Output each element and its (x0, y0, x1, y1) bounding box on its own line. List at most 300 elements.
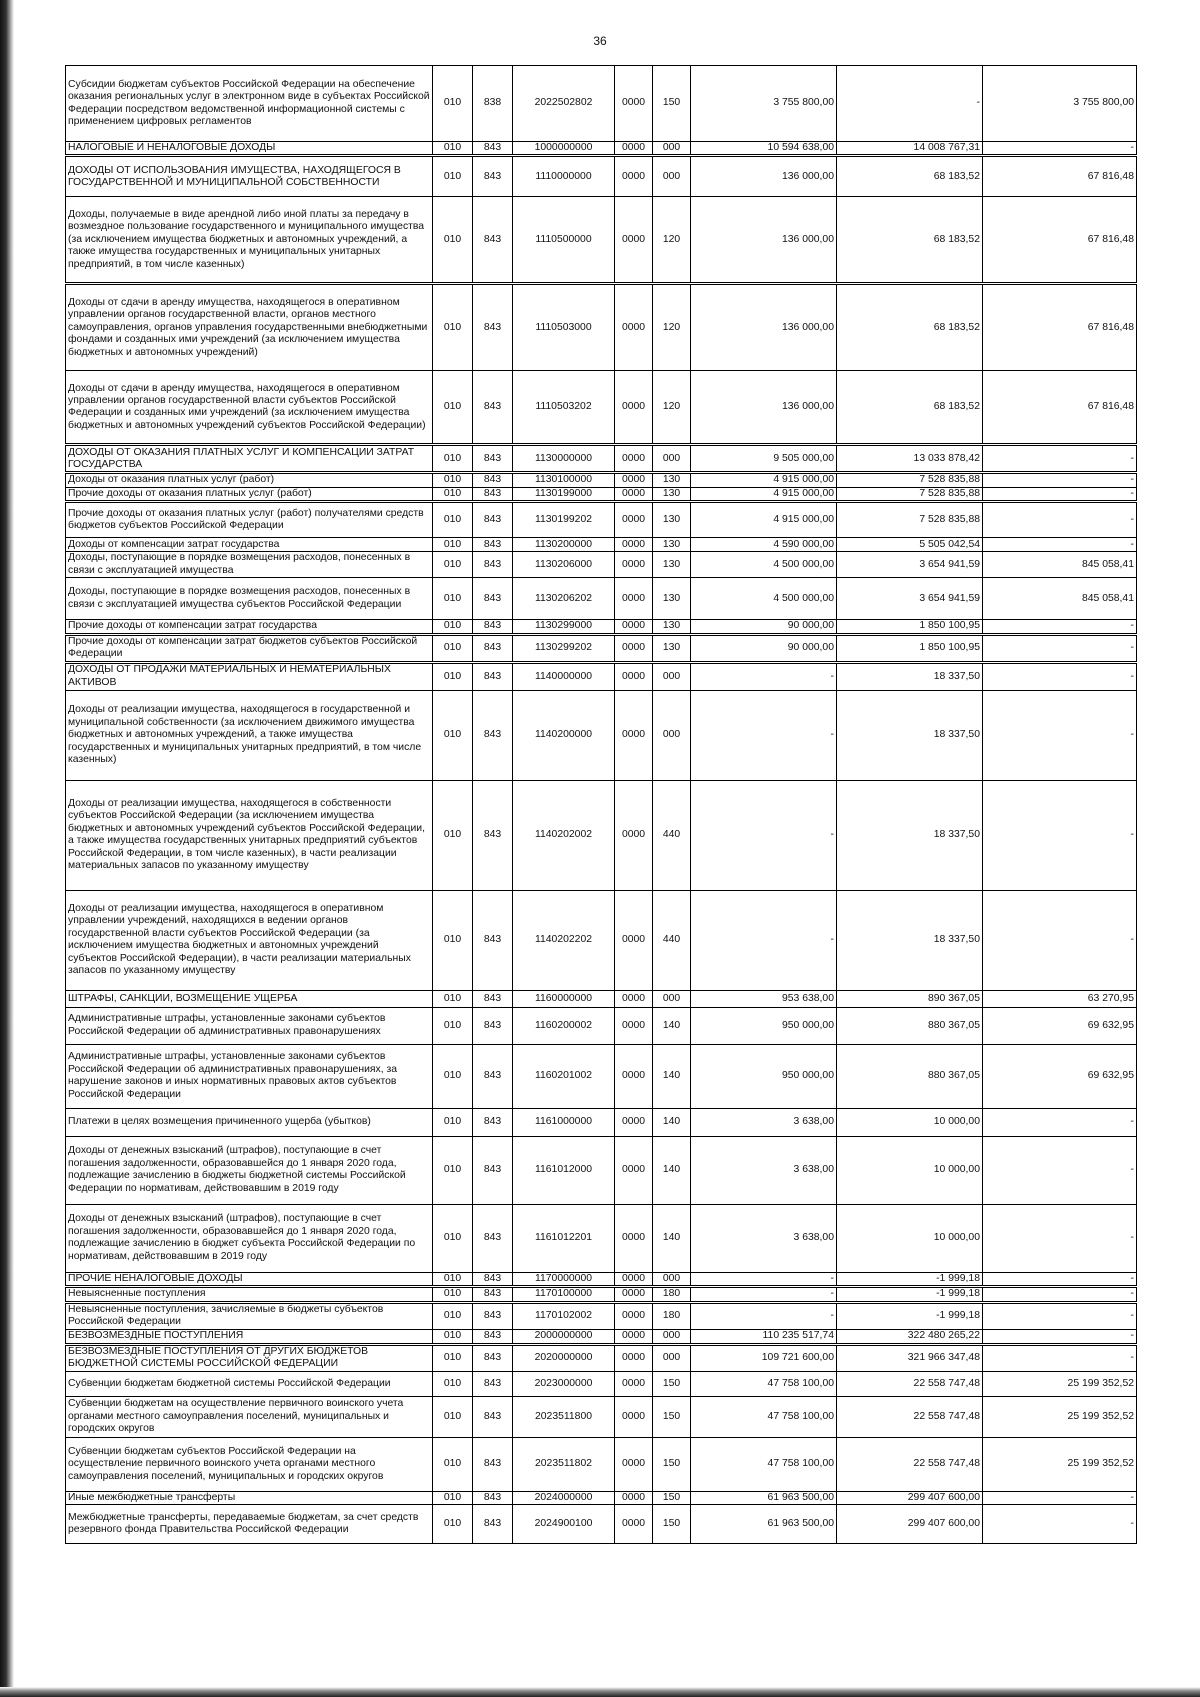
row-code-a: 010 (433, 1044, 473, 1108)
row-code-d: 120 (653, 371, 691, 445)
row-value-1: 47 758 100,00 (691, 1396, 837, 1437)
row-value-1: - (691, 1272, 837, 1286)
row-code-b: 843 (473, 890, 513, 990)
row-code-c: 0000 (615, 552, 653, 578)
row-code-a: 010 (433, 1505, 473, 1544)
row-kbk-code: 1130199000 (513, 487, 615, 501)
row-kbk-code: 1000000000 (513, 142, 615, 156)
row-value-3: - (983, 1329, 1137, 1344)
row-code-c: 0000 (615, 662, 653, 690)
row-code-c: 0000 (615, 502, 653, 538)
row-description: НАЛОГОВЫЕ И НЕНАЛОГОВЫЕ ДОХОДЫ (66, 142, 433, 156)
row-kbk-code: 1170102002 (513, 1302, 615, 1329)
row-code-a: 010 (433, 1329, 473, 1344)
table-row (66, 1272, 1137, 1286)
row-kbk-code: 1170100000 (513, 1287, 615, 1302)
table-row (66, 142, 1137, 156)
row-value-2: 880 367,05 (837, 1007, 983, 1044)
page-number: 36 (593, 34, 607, 48)
row-value-1: - (691, 1302, 837, 1329)
row-code-d: 140 (653, 1204, 691, 1272)
row-code-c: 0000 (615, 445, 653, 473)
row-value-3: - (983, 1108, 1137, 1136)
row-code-b: 843 (473, 1007, 513, 1044)
row-description: Административные штрафы, установленные законами субъектов Российской Федерации об административных правонарушениях (66, 1007, 433, 1044)
row-code-a: 010 (433, 1204, 473, 1272)
row-value-2: 68 183,52 (837, 156, 983, 197)
row-kbk-code: 2024000000 (513, 1491, 615, 1504)
row-code-b: 843 (473, 1437, 513, 1491)
row-code-c: 0000 (615, 473, 653, 487)
row-kbk-code: 2023511800 (513, 1396, 615, 1437)
row-value-2: 1 850 100,95 (837, 634, 983, 662)
row-value-3: 845 058,41 (983, 552, 1137, 578)
row-code-a: 010 (433, 690, 473, 780)
table-row (66, 66, 1137, 142)
row-code-a: 010 (433, 371, 473, 445)
row-code-d: 000 (653, 690, 691, 780)
row-code-a: 010 (433, 445, 473, 473)
row-value-1: 953 638,00 (691, 990, 837, 1007)
row-code-d: 000 (653, 662, 691, 690)
row-kbk-code: 1130206202 (513, 578, 615, 620)
row-code-c: 0000 (615, 156, 653, 197)
row-value-2: 68 183,52 (837, 284, 983, 371)
row-code-c: 0000 (615, 1371, 653, 1396)
row-code-b: 843 (473, 578, 513, 620)
row-value-2: 3 654 941,59 (837, 552, 983, 578)
row-value-2: 1 850 100,95 (837, 620, 983, 634)
row-code-d: 150 (653, 1491, 691, 1504)
row-code-a: 010 (433, 578, 473, 620)
row-code-d: 000 (653, 445, 691, 473)
row-value-1: 3 638,00 (691, 1136, 837, 1204)
row-code-b: 843 (473, 552, 513, 578)
row-code-d: 140 (653, 1108, 691, 1136)
row-code-b: 843 (473, 1396, 513, 1437)
row-code-d: 130 (653, 552, 691, 578)
row-code-c: 0000 (615, 690, 653, 780)
row-code-b: 843 (473, 1204, 513, 1272)
row-code-a: 010 (433, 1136, 473, 1204)
row-kbk-code: 1161000000 (513, 1108, 615, 1136)
row-code-a: 010 (433, 552, 473, 578)
row-code-b: 843 (473, 1287, 513, 1302)
row-value-1: 4 590 000,00 (691, 538, 837, 552)
row-description: Невыясненные поступления (66, 1287, 433, 1302)
row-value-2: 10 000,00 (837, 1136, 983, 1204)
row-description: ДОХОДЫ ОТ ИСПОЛЬЗОВАНИЯ ИМУЩЕСТВА, НАХОДЯЩЕГОСЯ В ГОСУДАРСТВЕННОЙ И МУНИЦИПАЛЬНОЙ СОБСТВЕННОСТИ (66, 156, 433, 197)
row-code-b: 843 (473, 662, 513, 690)
row-value-2: 299 407 600,00 (837, 1505, 983, 1544)
scan-left-edge (0, 0, 14, 1697)
row-code-b: 843 (473, 445, 513, 473)
row-description: ДОХОДЫ ОТ ПРОДАЖИ МАТЕРИАЛЬНЫХ И НЕМАТЕРИАЛЬНЫХ АКТИВОВ (66, 662, 433, 690)
row-value-1: - (691, 690, 837, 780)
row-code-b: 838 (473, 66, 513, 142)
row-code-c: 0000 (615, 1044, 653, 1108)
row-description: Доходы, поступающие в порядке возмещения расходов, понесенных в связи с эксплуатацией имущества (66, 552, 433, 578)
row-code-a: 010 (433, 142, 473, 156)
row-kbk-code: 1110503000 (513, 284, 615, 371)
table-row (66, 662, 1137, 690)
row-code-d: 180 (653, 1287, 691, 1302)
row-code-c: 0000 (615, 634, 653, 662)
row-value-3: - (983, 1204, 1137, 1272)
row-value-3: - (983, 1491, 1137, 1504)
table-row (66, 1344, 1137, 1371)
row-code-d: 120 (653, 284, 691, 371)
row-description: Невыясненные поступления, зачисляемые в бюджеты субъектов Российской Федерации (66, 1302, 433, 1329)
row-description: Доходы от компенсации затрат государства (66, 538, 433, 552)
row-value-1: - (691, 890, 837, 990)
row-value-2: 3 654 941,59 (837, 578, 983, 620)
row-code-a: 010 (433, 620, 473, 634)
row-code-c: 0000 (615, 1007, 653, 1044)
row-code-a: 010 (433, 1108, 473, 1136)
row-code-a: 010 (433, 502, 473, 538)
row-description: Доходы от денежных взысканий (штрафов), поступающие в счет погашения задолженности, образовавшейся до 1 января 2020 года, подлежащие зачислению в бюджет субъекта Российской Федерации по нормативам, действовавшим в 2019 году (66, 1204, 433, 1272)
row-code-a: 010 (433, 487, 473, 501)
table-row (66, 1007, 1137, 1044)
table-row (66, 1371, 1137, 1396)
row-code-b: 843 (473, 284, 513, 371)
row-code-d: 140 (653, 1136, 691, 1204)
row-kbk-code: 1140200000 (513, 690, 615, 780)
table-row (66, 1302, 1137, 1329)
row-description: Доходы от оказания платных услуг (работ) (66, 473, 433, 487)
row-value-3: - (983, 620, 1137, 634)
row-code-d: 180 (653, 1302, 691, 1329)
row-value-1: - (691, 1287, 837, 1302)
row-code-d: 140 (653, 1044, 691, 1108)
revenue-table (65, 65, 1137, 1544)
row-kbk-code: 2024900100 (513, 1505, 615, 1544)
row-value-2: 7 528 835,88 (837, 473, 983, 487)
row-kbk-code: 1170000000 (513, 1272, 615, 1286)
row-value-2: 18 337,50 (837, 890, 983, 990)
row-code-b: 843 (473, 1108, 513, 1136)
row-code-b: 843 (473, 156, 513, 197)
row-description: Доходы от денежных взысканий (штрафов), поступающие в счет погашения задолженности, образовавшейся до 1 января 2020 года, подлежащие зачислению в бюджеты бюджетной системы Российской Федерации по нормативам, действовавшим в 2019 году (66, 1136, 433, 1204)
table-row (66, 197, 1137, 284)
row-code-c: 0000 (615, 1136, 653, 1204)
row-value-3: - (983, 473, 1137, 487)
row-code-d: 000 (653, 156, 691, 197)
row-code-b: 843 (473, 990, 513, 1007)
row-value-2: 7 528 835,88 (837, 502, 983, 538)
row-value-3: - (983, 634, 1137, 662)
table-row (66, 1204, 1137, 1272)
row-code-a: 010 (433, 1396, 473, 1437)
row-code-d: 000 (653, 142, 691, 156)
row-value-3: 25 199 352,52 (983, 1371, 1137, 1396)
row-code-c: 0000 (615, 371, 653, 445)
row-code-c: 0000 (615, 890, 653, 990)
row-code-a: 010 (433, 1287, 473, 1302)
row-value-1: 4 915 000,00 (691, 473, 837, 487)
row-code-d: 150 (653, 1396, 691, 1437)
table-row (66, 371, 1137, 445)
row-code-a: 010 (433, 1437, 473, 1491)
table-row (66, 156, 1137, 197)
row-description: Субсидии бюджетам субъектов Российской Федерации на обеспечение оказания региональных услуг в электронном виде в субъектах Российской Федерации посредством ведомственной информационной системы с применением цифровых регламентов (66, 66, 433, 142)
row-code-c: 0000 (615, 284, 653, 371)
table-row (66, 890, 1137, 990)
row-code-a: 010 (433, 1491, 473, 1504)
row-value-1: 3 755 800,00 (691, 66, 837, 142)
row-value-2: 890 367,05 (837, 990, 983, 1007)
row-value-3: - (983, 890, 1137, 990)
row-code-c: 0000 (615, 1204, 653, 1272)
row-value-2: 299 407 600,00 (837, 1491, 983, 1504)
row-code-c: 0000 (615, 1437, 653, 1491)
row-description: Субвенции бюджетам на осуществление первичного воинского учета органами местного самоуправления поселений, муниципальных и городских округов (66, 1396, 433, 1437)
row-description: Доходы от реализации имущества, находящегося в оперативном управлении учреждений, находящихся в ведении органов государственной власти субъектов Российской Федерации (за исключением имущества бюджетных и автономных учреждений субъектов Российской Федерации), в части реализации материальных запасов по указанному имуществу (66, 890, 433, 990)
row-code-a: 010 (433, 156, 473, 197)
row-value-3: 845 058,41 (983, 578, 1137, 620)
row-value-1: 47 758 100,00 (691, 1371, 837, 1396)
row-value-2: 68 183,52 (837, 371, 983, 445)
row-kbk-code: 1161012000 (513, 1136, 615, 1204)
table-row (66, 284, 1137, 371)
row-value-1: 3 638,00 (691, 1204, 837, 1272)
row-value-2: 18 337,50 (837, 690, 983, 780)
row-value-1: 136 000,00 (691, 371, 837, 445)
row-code-d: 440 (653, 890, 691, 990)
row-value-2: 322 480 265,22 (837, 1329, 983, 1344)
row-kbk-code: 1130199202 (513, 502, 615, 538)
row-code-b: 843 (473, 690, 513, 780)
row-value-2: 10 000,00 (837, 1204, 983, 1272)
row-code-d: 130 (653, 487, 691, 501)
table-row (66, 1287, 1137, 1302)
row-code-b: 843 (473, 780, 513, 890)
row-description: Прочие доходы от оказания платных услуг (работ) получателями средств бюджетов субъектов Российской Федерации (66, 502, 433, 538)
row-code-d: 150 (653, 66, 691, 142)
row-value-1: 90 000,00 (691, 620, 837, 634)
row-kbk-code: 2000000000 (513, 1329, 615, 1344)
row-code-d: 130 (653, 578, 691, 620)
table-row (66, 634, 1137, 662)
row-kbk-code: 1161012201 (513, 1204, 615, 1272)
row-description: Субвенции бюджетам бюджетной системы Российской Федерации (66, 1371, 433, 1396)
row-code-b: 843 (473, 197, 513, 284)
row-value-1: 136 000,00 (691, 156, 837, 197)
row-code-b: 843 (473, 1136, 513, 1204)
row-value-1: 110 235 517,74 (691, 1329, 837, 1344)
row-value-2: 13 033 878,42 (837, 445, 983, 473)
row-value-1: 109 721 600,00 (691, 1344, 837, 1371)
row-value-3: - (983, 502, 1137, 538)
row-value-1: 4 500 000,00 (691, 578, 837, 620)
row-value-1: - (691, 662, 837, 690)
row-code-b: 843 (473, 142, 513, 156)
row-value-3: 63 270,95 (983, 990, 1137, 1007)
row-code-c: 0000 (615, 578, 653, 620)
row-description: Доходы от реализации имущества, находящегося в собственности субъектов Российской Федерации (за исключением имущества бюджетных и автономных учреждений субъектов Российской Федерации, а также имущества государственных унитарных предприятий субъектов Российской Федерации, в том числе казенных), в части реализации материальных запасов по указанному имуществу (66, 780, 433, 890)
row-code-b: 843 (473, 538, 513, 552)
row-value-2: 5 505 042,54 (837, 538, 983, 552)
row-code-c: 0000 (615, 142, 653, 156)
row-code-a: 010 (433, 634, 473, 662)
row-description: БЕЗВОЗМЕЗДНЫЕ ПОСТУПЛЕНИЯ ОТ ДРУГИХ БЮДЖЕТОВ БЮДЖЕТНОЙ СИСТЕМЫ РОССИЙСКОЙ ФЕДЕРАЦИИ (66, 1344, 433, 1371)
row-value-1: 61 963 500,00 (691, 1505, 837, 1544)
row-code-c: 0000 (615, 538, 653, 552)
table-row (66, 1505, 1137, 1544)
row-code-a: 010 (433, 1007, 473, 1044)
row-code-a: 010 (433, 473, 473, 487)
row-value-3: 67 816,48 (983, 371, 1137, 445)
row-value-3: - (983, 690, 1137, 780)
table-row (66, 445, 1137, 473)
row-kbk-code: 1160000000 (513, 990, 615, 1007)
row-value-3: - (983, 780, 1137, 890)
row-value-3: 67 816,48 (983, 284, 1137, 371)
row-value-3: - (983, 662, 1137, 690)
row-kbk-code: 1110000000 (513, 156, 615, 197)
table-row (66, 1044, 1137, 1108)
row-code-a: 010 (433, 1272, 473, 1286)
row-code-a: 010 (433, 662, 473, 690)
row-code-a: 010 (433, 197, 473, 284)
row-code-b: 843 (473, 371, 513, 445)
row-value-2: -1 999,18 (837, 1287, 983, 1302)
table-row (66, 487, 1137, 501)
row-description: Административные штрафы, установленные законами субъектов Российской Федерации об административных правонарушениях, за нарушение законов и иных нормативных правовых актов субъектов Российской Федерации (66, 1044, 433, 1108)
row-description: Прочие доходы от компенсации затрат государства (66, 620, 433, 634)
table-row (66, 1491, 1137, 1504)
row-code-b: 843 (473, 1491, 513, 1504)
row-code-d: 150 (653, 1437, 691, 1491)
row-value-1: 950 000,00 (691, 1044, 837, 1108)
table-row (66, 1329, 1137, 1344)
table-row (66, 578, 1137, 620)
row-code-b: 843 (473, 1272, 513, 1286)
row-kbk-code: 1130299000 (513, 620, 615, 634)
row-code-c: 0000 (615, 1396, 653, 1437)
row-code-d: 000 (653, 1329, 691, 1344)
row-kbk-code: 1130299202 (513, 634, 615, 662)
row-kbk-code: 1110500000 (513, 197, 615, 284)
row-code-b: 843 (473, 473, 513, 487)
row-code-d: 130 (653, 473, 691, 487)
row-kbk-code: 1140202002 (513, 780, 615, 890)
row-value-2: 14 008 767,31 (837, 142, 983, 156)
row-code-d: 130 (653, 538, 691, 552)
row-kbk-code: 2023000000 (513, 1371, 615, 1396)
row-code-b: 843 (473, 634, 513, 662)
table-row (66, 1437, 1137, 1491)
table-row (66, 552, 1137, 578)
row-code-a: 010 (433, 538, 473, 552)
row-code-d: 130 (653, 502, 691, 538)
row-value-1: 3 638,00 (691, 1108, 837, 1136)
row-kbk-code: 2023511802 (513, 1437, 615, 1491)
row-code-b: 843 (473, 1371, 513, 1396)
row-description: Прочие доходы от компенсации затрат бюджетов субъектов Российской Федерации (66, 634, 433, 662)
row-code-d: 150 (653, 1371, 691, 1396)
row-code-b: 843 (473, 1344, 513, 1371)
table-row (66, 780, 1137, 890)
row-code-c: 0000 (615, 1344, 653, 1371)
table-body (66, 66, 1137, 1544)
row-value-3: - (983, 1136, 1137, 1204)
row-code-c: 0000 (615, 1505, 653, 1544)
row-description: Доходы от сдачи в аренду имущества, находящегося в оперативном управлении органов государственной власти, органов местного самоуправления, органов управления государственными внебюджетными фондами и созданных ими учреждений (за исключением имущества бюджетных и автономных учреждений) (66, 284, 433, 371)
row-code-a: 010 (433, 1302, 473, 1329)
row-code-c: 0000 (615, 1329, 653, 1344)
row-code-c: 0000 (615, 197, 653, 284)
row-code-d: 140 (653, 1007, 691, 1044)
row-code-d: 150 (653, 1505, 691, 1544)
row-value-1: 4 915 000,00 (691, 487, 837, 501)
row-description: ПРОЧИЕ НЕНАЛОГОВЫЕ ДОХОДЫ (66, 1272, 433, 1286)
row-value-2: -1 999,18 (837, 1272, 983, 1286)
row-kbk-code: 1130000000 (513, 445, 615, 473)
row-value-3: - (983, 487, 1137, 501)
row-code-a: 010 (433, 890, 473, 990)
row-value-2: 321 966 347,48 (837, 1344, 983, 1371)
row-code-c: 0000 (615, 1108, 653, 1136)
table-row (66, 538, 1137, 552)
row-code-b: 843 (473, 1505, 513, 1544)
row-code-b: 843 (473, 502, 513, 538)
row-value-1: 136 000,00 (691, 284, 837, 371)
row-kbk-code: 1130100000 (513, 473, 615, 487)
table-row (66, 1108, 1137, 1136)
row-kbk-code: 1110503202 (513, 371, 615, 445)
row-code-c: 0000 (615, 66, 653, 142)
row-code-b: 843 (473, 1302, 513, 1329)
row-code-b: 843 (473, 620, 513, 634)
row-value-2: 18 337,50 (837, 662, 983, 690)
row-value-1: 136 000,00 (691, 197, 837, 284)
row-value-3: - (983, 1505, 1137, 1544)
row-code-a: 010 (433, 1344, 473, 1371)
row-code-c: 0000 (615, 1287, 653, 1302)
row-description: Доходы, получаемые в виде арендной либо иной платы за передачу в возмездное пользование государственного и муниципального имущества (за исключением имущества бюджетных и автономных учреждений, а также имущества государственных и муниципальных унитарных предприятий, в том числе казенных) (66, 197, 433, 284)
row-value-3: 69 632,95 (983, 1044, 1137, 1108)
row-code-a: 010 (433, 284, 473, 371)
row-code-d: 000 (653, 1272, 691, 1286)
table-row (66, 473, 1137, 487)
row-code-c: 0000 (615, 1491, 653, 1504)
row-code-b: 843 (473, 1044, 513, 1108)
table-row (66, 502, 1137, 538)
row-value-2: - (837, 66, 983, 142)
row-value-2: 68 183,52 (837, 197, 983, 284)
row-code-a: 010 (433, 990, 473, 1007)
row-value-2: 22 558 747,48 (837, 1396, 983, 1437)
row-code-a: 010 (433, 66, 473, 142)
row-value-3: 25 199 352,52 (983, 1437, 1137, 1491)
row-code-d: 120 (653, 197, 691, 284)
row-value-1: 47 758 100,00 (691, 1437, 837, 1491)
row-description: Доходы от реализации имущества, находящегося в государственной и муниципальной собственности (за исключением движимого имущества бюджетных и автономных учреждений, а также имущества государственных и муниципальных унитарных предприятий, в том числе казенных) (66, 690, 433, 780)
row-value-3: - (983, 1344, 1137, 1371)
row-value-2: 22 558 747,48 (837, 1371, 983, 1396)
row-value-3: 67 816,48 (983, 197, 1137, 284)
row-kbk-code: 2020000000 (513, 1344, 615, 1371)
row-value-1: - (691, 780, 837, 890)
row-description: Платежи в целях возмещения причиненного ущерба (убытков) (66, 1108, 433, 1136)
row-value-3: - (983, 1302, 1137, 1329)
row-kbk-code: 2022502802 (513, 66, 615, 142)
row-description: Субвенции бюджетам субъектов Российской Федерации на осуществление первичного воинского учета органами местного самоуправления поселений, муниципальных и городских округов (66, 1437, 433, 1491)
row-value-2: 10 000,00 (837, 1108, 983, 1136)
row-value-2: 18 337,50 (837, 780, 983, 890)
